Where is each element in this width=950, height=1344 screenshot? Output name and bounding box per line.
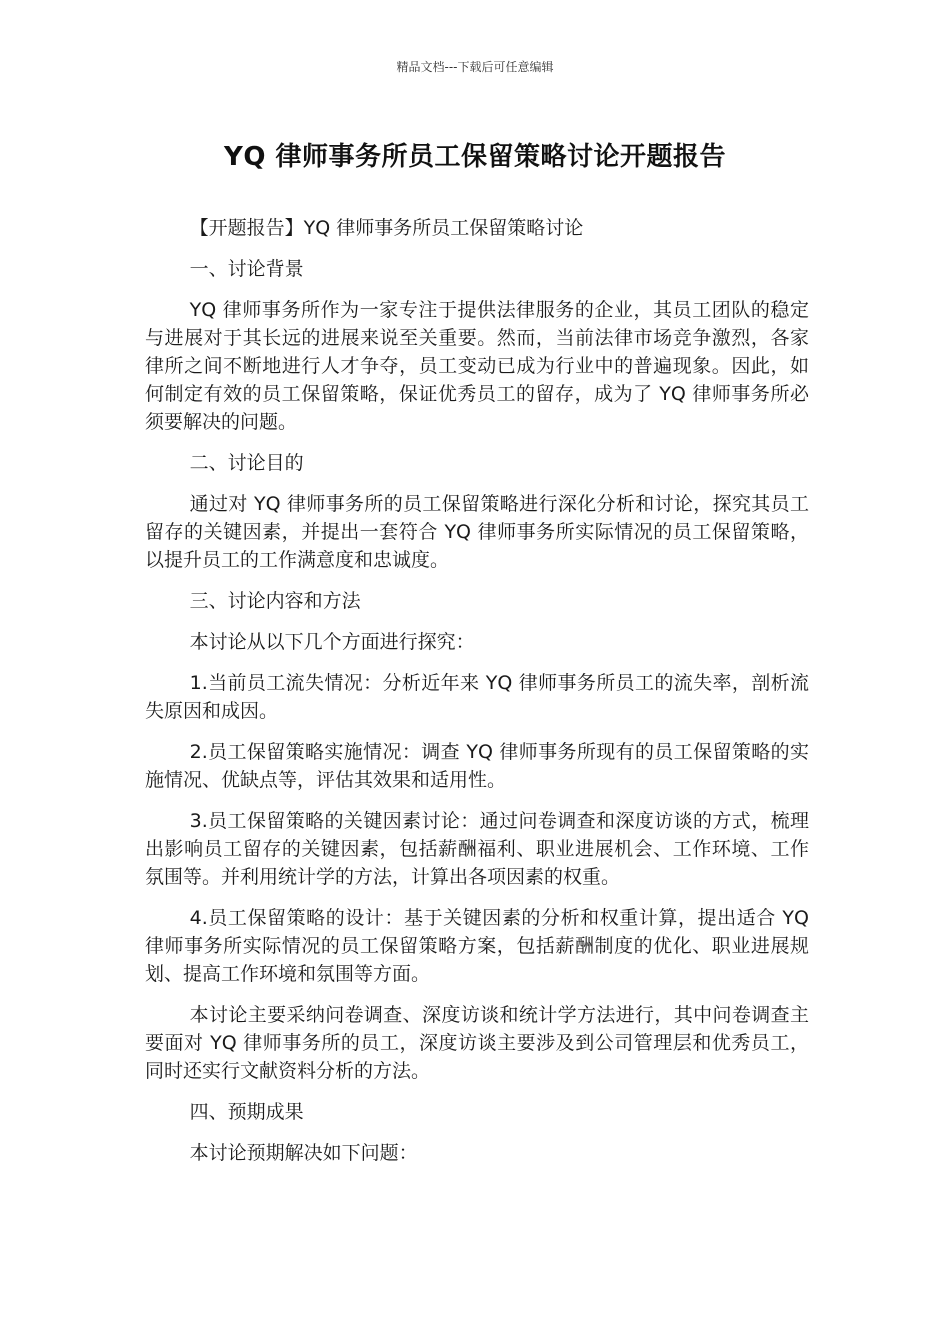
section-heading-purpose: 二、讨论目的 bbox=[189, 452, 304, 474]
content-intro-paragraph: 本讨论从以下几个方面进行探究： bbox=[189, 631, 475, 653]
list-item-1: 1.当前员工流失情况：分析近年来 YQ 律师事务所员工的流失率，剖析流失原因和成因。 bbox=[145, 672, 809, 722]
background-paragraph: YQ 律师事务所作为一家专注于提供法律服务的企业，其员工团队的稳定与进展对于其长远的进展来说至关重要。然而，当前法律市场竞争激烈，各家律所之间不断地进行人才争夺，员工变动已成为行业中的普遍现象。因此，如何制定有效的员工保留策略，保证优秀员工的留存，成为了 YQ 律师事务所必须要解决的问题。 bbox=[145, 299, 809, 433]
expected-results-intro: 本讨论预期解决如下问题： bbox=[189, 1142, 418, 1164]
document-title: YQ 律师事务所员工保留策略讨论开题报告 bbox=[224, 142, 726, 172]
list-item-2: 2.员工保留策略实施情况：调查 YQ 律师事务所现有的员工保留策略的实施情况、优缺点等，评估其效果和适用性。 bbox=[145, 741, 809, 791]
document-body bbox=[145, 214, 809, 1180]
section-heading-expected-results: 四、预期成果 bbox=[189, 1101, 304, 1123]
section-heading-background: 一、讨论背景 bbox=[189, 258, 304, 280]
purpose-paragraph: 通过对 YQ 律师事务所的员工保留策略进行深化分析和讨论，探究其员工留存的关键因素，并提出一套符合 YQ 律师事务所实际情况的员工保留策略，以提升员工的工作满意度和忠诚度。 bbox=[145, 493, 809, 571]
list-item-3: 3.员工保留策略的关键因素讨论：通过问卷调查和深度访谈的方式，梳理出影响员工留存的关键因素，包括薪酬福利、职业进展机会、工作环境、工作氛围等。并利用统计学的方法，计算出各项因素的权重。 bbox=[145, 810, 809, 888]
page-header-note: 精品文档---下载后可任意编辑 bbox=[396, 60, 554, 74]
section-heading-content-method: 三、讨论内容和方法 bbox=[189, 590, 361, 612]
report-label-paragraph: 【开题报告】YQ 律师事务所员工保留策略讨论 bbox=[189, 217, 584, 239]
method-paragraph: 本讨论主要采纳问卷调查、深度访谈和统计学方法进行，其中问卷调查主要面对 YQ 律师事务所的员工，深度访谈主要涉及到公司管理层和优秀员工，同时还实行文献资料分析的方法。 bbox=[145, 1004, 809, 1082]
list-item-4: 4.员工保留策略的设计：基于关键因素的分析和权重计算，提出适合 YQ 律师事务所实际情况的员工保留策略方案，包括薪酬制度的优化、职业进展规划、提高工作环境和氛围等方面。 bbox=[145, 907, 809, 985]
